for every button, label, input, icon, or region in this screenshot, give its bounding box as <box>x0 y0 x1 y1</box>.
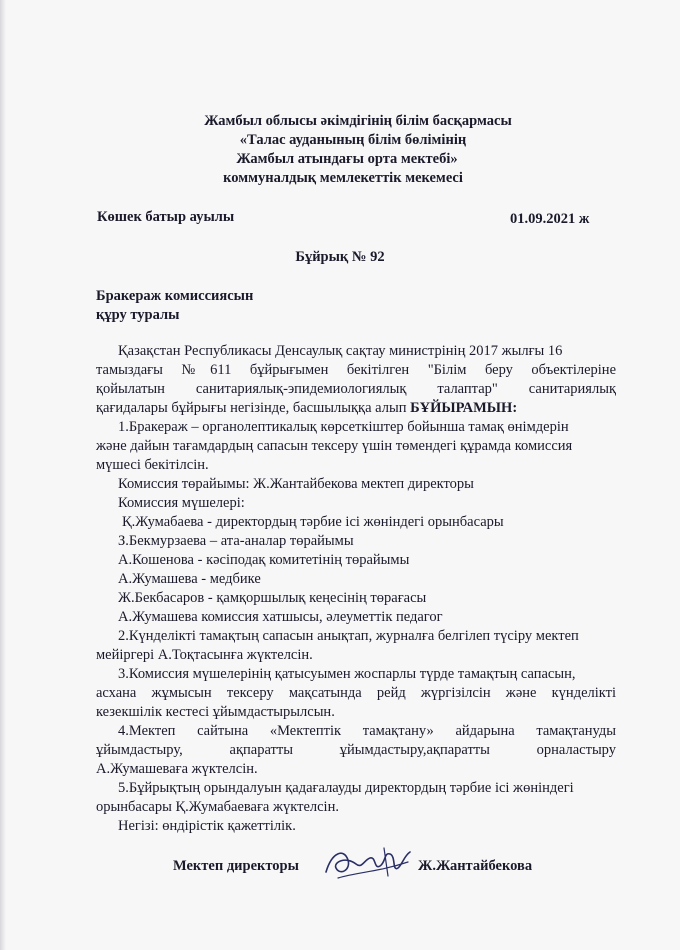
organization-header <box>0 112 680 188</box>
item-1-line-1: 1.Бракераж – органолептикалық көрсеткіштер бойынша тамақ өнімдерін <box>118 419 569 435</box>
header-line-4: коммуналдық мемлекеттік мекемесі <box>223 170 463 186</box>
signatory-name: Ж.Жантайбекова <box>418 858 533 874</box>
order-subject <box>96 287 253 325</box>
header-line-1: Жамбыл облысы әкімдігінің білім басқармасы <box>204 113 512 129</box>
preamble-line-1: Қазақстан Республикасы Денсаулық сақтау министрінің 2017 жылғы 16 <box>118 343 563 359</box>
item-2-line-1: 2.Күнделікті тамақтың сапасын анықтап, журналға белгілеп түсіру мектеп <box>118 628 579 644</box>
item-3-line-1: 3.Комиссия мүшелерінің қатысуымен жоспарлы түрде тамақтың сапасын, <box>118 666 576 682</box>
place-name: Көшек батыр ауылы <box>97 209 235 225</box>
item-1-line-2: және дайын тағамдардың сапасын тексеру үшін төмендегі құрамда комиссия <box>96 438 573 454</box>
header-line-3: Жамбыл атындағы орта мектебі» <box>236 151 458 167</box>
item-4-line-2: ұйымдастыру, ақпаратты ұйымдастыру,ақпаратты орналастыру <box>96 742 616 758</box>
member-4: А.Жумашева - медбике <box>118 571 261 587</box>
document-date: 01.09.2021 ж <box>510 211 590 227</box>
item-1-line-3: мүшесі бекітілсін. <box>96 457 209 473</box>
item-5-line-2: орынбасары Қ.Жумабаеваға жүктелсін. <box>96 799 339 815</box>
handwritten-signature <box>318 842 418 886</box>
item-5-line-1: 5.Бұйрықтың орындалуын қадағалауды директордың тәрбие ісі жөніндегі <box>118 780 574 796</box>
item-4-line-3: А.Жумашеваға жүктелсін. <box>96 761 258 777</box>
item-2-line-2: мейіргері А.Тоқтасынға жүктелсін. <box>96 647 313 663</box>
preamble-line-4-text: қағидалары бұйрығы негізінде, басшылыққа алып <box>96 400 407 416</box>
member-3: А.Кошенова - кәсіподақ комитетінің төрайымы <box>118 552 410 568</box>
signature-block <box>0 856 680 886</box>
item-3-line-3: кезекшілік кестесі ұйымдастырылсын. <box>96 704 335 720</box>
order-title: Бұйрық № 92 <box>295 249 385 265</box>
order-keyword: БҰЙЫРАМЫН: <box>410 400 518 416</box>
basis-line: Негізі: өндірістік қажеттілік. <box>118 818 296 834</box>
member-1: Қ.Жумабаева - директордың тәрбие ісі жөніндегі орынбасары <box>122 514 504 530</box>
header-line-2: «Талас ауданының білім бөлімінің <box>239 132 467 148</box>
commission-members-label: Комиссия мүшелері: <box>118 495 245 511</box>
member-5: Ж.Бекбасаров - қамқоршылық кеңесінің төрағасы <box>118 590 427 606</box>
preamble-line-3: қойылатын санитариялық-эпидемиологиялық талаптар" санитариялық <box>96 381 616 397</box>
preamble-line-4 <box>96 399 517 418</box>
item-3-line-2: асхана жұмысын тексеру мақсатында рейд жүргізілсін және күнделікті <box>96 685 616 701</box>
preamble-line-2: тамыздағы №611 бұйрығымен бекітілген "Білім беру объектілеріне <box>96 362 616 378</box>
subject-line-1: Бракераж комиссиясын <box>96 288 254 304</box>
subject-line-2: құру туралы <box>96 307 180 323</box>
commission-chair: Комиссия төрайымы: Ж.Жантайбекова мектеп директоры <box>118 476 474 492</box>
member-6: А.Жумашева комиссия хатшысы, әлеуметтік педагог <box>118 609 443 625</box>
item-4-line-1: 4.Мектеп сайтына «Мектептік тамақтану» айдарына тамақтануды <box>118 723 616 739</box>
signatory-title: Мектеп директоры <box>173 858 299 874</box>
member-2: З.Бекмурзаева – ата-аналар төрайымы <box>118 533 354 549</box>
